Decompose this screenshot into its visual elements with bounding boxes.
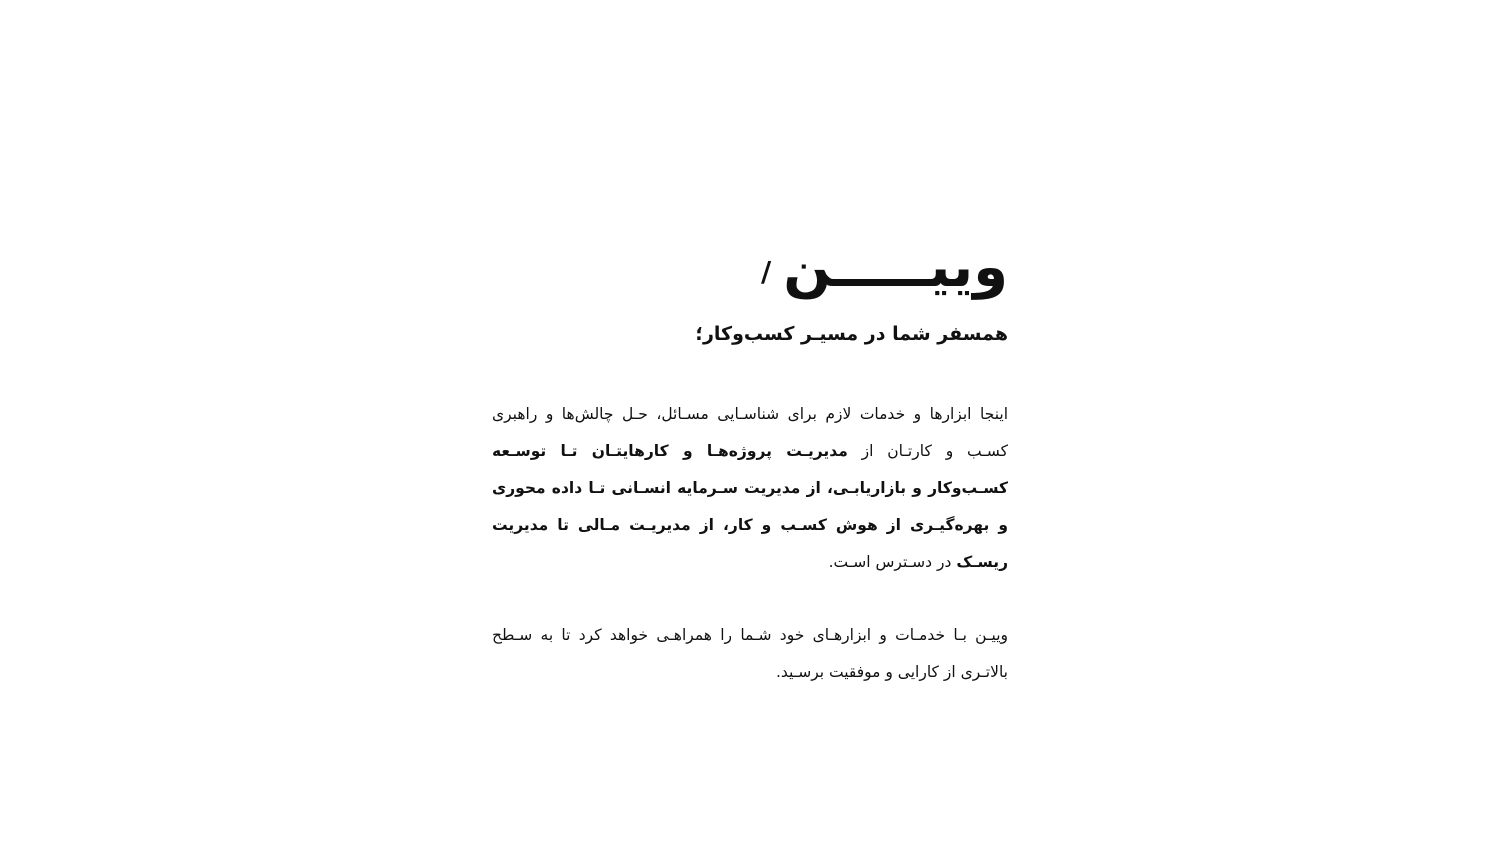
tagline: همسفر شما در مسیـر کسب‌وکار؛ — [695, 323, 1008, 345]
intro-text-highlight: مدیریـت پروژه‌هـا و کارهایتـان تـا توسـعه کسـب‌وکار و بازاریابـی، از مدیریت سـرمایه انسـانی تـا داده محوری و بهره‌گیـری از هوش کسـب و کار، از مدیریـت مـالی تا مدیریت ریسـک — [492, 442, 1008, 571]
title-row — [492, 220, 1008, 300]
intro-paragraph — [492, 396, 1008, 581]
hero-section — [492, 220, 1008, 691]
intro-text-start: اینجا ابزارها و خدمات لازم برای شناسـایی مسـائل، حـل چالش‌ها و راهبری کسـب و کارتـان از — [492, 405, 1008, 460]
closing-paragraph: وییـن بـا خدمـات و ابزارهـای خود شـما را همراهـی خواهد کرد تا به سـطح بالاتـری از کارایی و موفقیت برسـید. — [492, 626, 1008, 681]
brand-logotype: وییـــــن — [783, 235, 1008, 300]
brand-separator: / — [760, 255, 772, 288]
intro-text-end: در دسـترس اسـت. — [828, 553, 957, 571]
